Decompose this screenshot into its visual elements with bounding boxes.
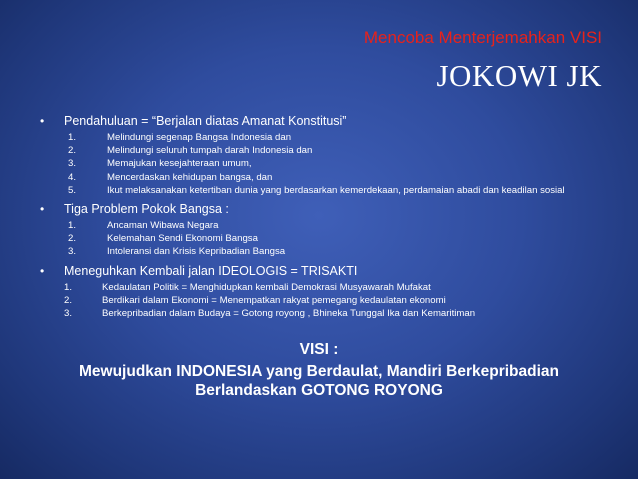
numbered-list: [64, 282, 620, 321]
visi-heading: VISI :: [299, 341, 339, 358]
item-text: Ikut melaksanakan ketertiban dunia yang berdasarkan kemerdekaan, perdamaian abadi dan keadilan sosial: [107, 184, 565, 196]
numbered-item: [68, 145, 620, 157]
item-text: Berdikari dalam Ekonomi = Menempatkan rakyat pemegang kedaulatan ekonomi: [102, 294, 446, 306]
numbered-item: [64, 282, 620, 294]
numbered-item: [64, 295, 620, 307]
visi-line-2: Berlandaskan GOTONG ROYONG: [195, 382, 443, 399]
item-number: 3.: [64, 308, 73, 320]
bullet-item: [40, 201, 620, 218]
bullet-item: [40, 263, 620, 280]
bullet-text: Tiga Problem Pokok Bangsa :: [64, 202, 229, 217]
bullet-marker: •: [40, 202, 45, 217]
slide-title: JOKOWI JK: [436, 58, 602, 93]
item-text: Melindungi segenap Bangsa Indonesia dan: [107, 132, 292, 143]
item-number: 2.: [68, 233, 77, 245]
item-number: 4.: [68, 171, 77, 183]
numbered-list: [68, 132, 620, 197]
numbered-item: [68, 246, 620, 258]
numbered-item: [68, 220, 620, 232]
bullet-section-pendahuluan: [40, 113, 620, 197]
item-number: 2.: [68, 145, 77, 157]
item-number: 5.: [68, 184, 77, 196]
numbered-list: [68, 220, 620, 259]
numbered-item: [68, 185, 620, 197]
numbered-item: [68, 158, 620, 170]
numbered-item: [68, 132, 620, 144]
item-text: Memajukan kesejahteraan umum,: [107, 158, 252, 170]
item-text: Ancaman Wibawa Negara: [107, 220, 219, 232]
numbered-item: [64, 308, 620, 320]
item-text: Kelemahan Sendi Ekonomi Bangsa: [107, 233, 258, 245]
bullet-text: Meneguhkan Kembali jalan IDEOLOGIS = TRISAKTI: [64, 263, 358, 278]
numbered-item: [68, 233, 620, 245]
item-number: 3.: [68, 246, 77, 258]
bullet-marker: •: [40, 263, 45, 278]
bullet-item: [40, 113, 620, 130]
item-number: 1.: [64, 281, 73, 293]
bullet-section-problem: [40, 201, 620, 259]
bullet-marker: •: [40, 114, 45, 128]
item-text: Intoleransi dan Krisis Kepribadian Bangsa: [107, 246, 286, 258]
item-text: Melindungi seluruh tumpah darah Indonesia dan: [107, 145, 313, 157]
item-text: Kedaulatan Politik = Menghidupkan kembali Demokrasi Musyawarah Mufakat: [102, 281, 431, 293]
slide-subtitle: Mencoba Menterjemahkan VISI: [363, 28, 602, 47]
slide-content: [40, 113, 620, 324]
visi-line-1: Mewujudkan INDONESIA yang Berdaulat, Mandiri Berkepribadian: [78, 363, 559, 380]
item-number: 3.: [68, 158, 77, 170]
item-text: Mencerdaskan kehidupan bangsa, dan: [107, 171, 273, 183]
visi-statement: [0, 340, 638, 400]
bullet-section-trisakti: [40, 263, 620, 321]
item-number: 1.: [68, 132, 77, 143]
item-number: 1.: [68, 220, 77, 232]
item-number: 2.: [64, 294, 73, 306]
numbered-item: [68, 172, 620, 184]
bullet-text: Pendahuluan = “Berjalan diatas Amanat Konstitusi”: [64, 114, 347, 128]
item-text: Berkepribadian dalam Budaya = Gotong royong , Bhineka Tunggal Ika dan Kemaritiman: [102, 308, 476, 320]
